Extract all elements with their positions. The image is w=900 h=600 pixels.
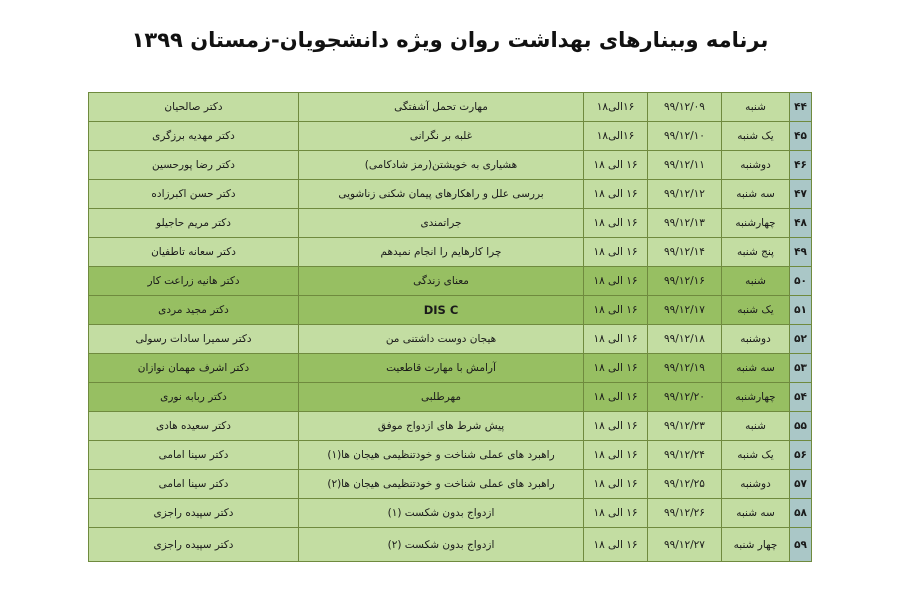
row-number: ۵۵ <box>790 412 812 441</box>
table-row <box>89 180 812 209</box>
row-number: ۴۴ <box>790 93 812 122</box>
speaker-cell: دکتر سپیده راجزی <box>89 528 299 562</box>
row-number: ۴۶ <box>790 151 812 180</box>
speaker-cell: دکتر مجید مردی <box>89 296 299 325</box>
speaker-cell: دکتر مریم حاجیلو <box>89 209 299 238</box>
time-cell: ۱۶ الی ۱۸ <box>584 412 648 441</box>
day-cell: دوشنبه <box>722 151 790 180</box>
date-cell: ۹۹/۱۲/۱۳ <box>648 209 722 238</box>
time-cell: ۱۶ الی ۱۸ <box>584 499 648 528</box>
table-row <box>89 209 812 238</box>
day-cell: سه شنبه <box>722 180 790 209</box>
topic-cell: جراتمندی <box>299 209 584 238</box>
time-cell: ۱۶ الی ۱۸ <box>584 441 648 470</box>
time-cell: ۱۶ الی ۱۸ <box>584 325 648 354</box>
table-row <box>89 499 812 528</box>
speaker-cell: دکتر سینا امامی <box>89 441 299 470</box>
day-cell: سه شنبه <box>722 499 790 528</box>
date-cell: ۹۹/۱۲/۱۷ <box>648 296 722 325</box>
speaker-cell: دکتر سمیرا سادات رسولی <box>89 325 299 354</box>
date-cell: ۹۹/۱۲/۱۲ <box>648 180 722 209</box>
date-cell: ۹۹/۱۲/۲۷ <box>648 528 722 562</box>
topic-cell: آرامش با مهارت قاطعیت <box>299 354 584 383</box>
table-row <box>89 383 812 412</box>
time-cell: ۱۶ الی ۱۸ <box>584 180 648 209</box>
webinar-schedule-table <box>88 92 812 562</box>
date-cell: ۹۹/۱۲/۱۸ <box>648 325 722 354</box>
page-title: برنامه وبینارهای بهداشت روان ویژه دانشجویان-زمستان ۱۳۹۹ <box>131 28 769 52</box>
time-cell: ۱۶الی۱۸ <box>584 93 648 122</box>
row-number: ۵۲ <box>790 325 812 354</box>
day-cell: دوشنبه <box>722 470 790 499</box>
table-row <box>89 151 812 180</box>
date-cell: ۹۹/۱۲/۱۶ <box>648 267 722 296</box>
topic-cell: مهارت تحمل آشفتگی <box>299 93 584 122</box>
table-row <box>89 528 812 562</box>
time-cell: ۱۶ الی ۱۸ <box>584 296 648 325</box>
date-cell: ۹۹/۱۲/۱۴ <box>648 238 722 267</box>
day-cell: دوشنبه <box>722 325 790 354</box>
day-cell: یک شنبه <box>722 122 790 151</box>
row-number: ۴۸ <box>790 209 812 238</box>
row-number: ۴۵ <box>790 122 812 151</box>
date-cell: ۹۹/۱۲/۱۰ <box>648 122 722 151</box>
table-row <box>89 441 812 470</box>
topic-cell: DIS C <box>299 296 584 325</box>
time-cell: ۱۶ الی ۱۸ <box>584 267 648 296</box>
topic-cell: راهبرد های عملی شناخت و خودتنظیمی هیجان ها(۲) <box>299 470 584 499</box>
date-cell: ۹۹/۱۲/۲۴ <box>648 441 722 470</box>
day-cell: چهارشنبه <box>722 383 790 412</box>
table-row <box>89 325 812 354</box>
row-number: ۴۷ <box>790 180 812 209</box>
speaker-cell: دکتر اشرف مهمان نوازان <box>89 354 299 383</box>
topic-cell: مهرطلبی <box>299 383 584 412</box>
topic-cell: بررسی علل و راهکارهای پیمان شکنی زناشویی <box>299 180 584 209</box>
time-cell: ۱۶ الی ۱۸ <box>584 209 648 238</box>
date-cell: ۹۹/۱۲/۱۹ <box>648 354 722 383</box>
topic-cell: هشیاری به خویشتن(رمز شادکامی) <box>299 151 584 180</box>
row-number: ۵۰ <box>790 267 812 296</box>
table-row <box>89 296 812 325</box>
table-row <box>89 267 812 296</box>
row-number: ۴۹ <box>790 238 812 267</box>
time-cell: ۱۶الی۱۸ <box>584 122 648 151</box>
topic-cell: چرا کارهایم را انجام نمیدهم <box>299 238 584 267</box>
day-cell: چهارشنبه <box>722 209 790 238</box>
day-cell: یک شنبه <box>722 441 790 470</box>
topic-cell: غلبه بر نگرانی <box>299 122 584 151</box>
table-row <box>89 470 812 499</box>
topic-cell: ازدواج بدون شکست (۲) <box>299 528 584 562</box>
time-cell: ۱۶ الی ۱۸ <box>584 238 648 267</box>
day-cell: شنبه <box>722 267 790 296</box>
time-cell: ۱۶ الی ۱۸ <box>584 383 648 412</box>
speaker-cell: دکتر سینا امامی <box>89 470 299 499</box>
day-cell: شنبه <box>722 412 790 441</box>
time-cell: ۱۶ الی ۱۸ <box>584 151 648 180</box>
row-number: ۵۷ <box>790 470 812 499</box>
day-cell: چهار شنبه <box>722 528 790 562</box>
day-cell: سه شنبه <box>722 354 790 383</box>
table-row <box>89 354 812 383</box>
date-cell: ۹۹/۱۲/۲۶ <box>648 499 722 528</box>
date-cell: ۹۹/۱۲/۲۵ <box>648 470 722 499</box>
date-cell: ۹۹/۱۲/۲۳ <box>648 412 722 441</box>
time-cell: ۱۶ الی ۱۸ <box>584 528 648 562</box>
row-number: ۵۸ <box>790 499 812 528</box>
speaker-cell: دکتر سعانه تاطفیان <box>89 238 299 267</box>
row-number: ۵۱ <box>790 296 812 325</box>
day-cell: یک شنبه <box>722 296 790 325</box>
speaker-cell: دکتر رضا پورحسین <box>89 151 299 180</box>
speaker-cell: دکتر حسن اکبرزاده <box>89 180 299 209</box>
date-cell: ۹۹/۱۲/۰۹ <box>648 93 722 122</box>
day-cell: شنبه <box>722 93 790 122</box>
speaker-cell: دکتر هانیه زراعت کار <box>89 267 299 296</box>
topic-cell: ازدواج بدون شکست (۱) <box>299 499 584 528</box>
topic-cell: هیجان دوست داشتنی من <box>299 325 584 354</box>
speaker-cell: دکتر صالحیان <box>89 93 299 122</box>
time-cell: ۱۶ الی ۱۸ <box>584 354 648 383</box>
table-row <box>89 122 812 151</box>
row-number: ۵۶ <box>790 441 812 470</box>
topic-cell: پیش شرط های ازدواج موفق <box>299 412 584 441</box>
table-row <box>89 412 812 441</box>
topic-cell: راهبرد های عملی شناخت و خودتنظیمی هیجان ها(۱) <box>299 441 584 470</box>
table-row <box>89 238 812 267</box>
speaker-cell: دکتر سعیده هادی <box>89 412 299 441</box>
row-number: ۵۴ <box>790 383 812 412</box>
time-cell: ۱۶ الی ۱۸ <box>584 470 648 499</box>
row-number: ۵۳ <box>790 354 812 383</box>
speaker-cell: دکتر ربابه نوری <box>89 383 299 412</box>
speaker-cell: دکتر مهدیه برزگری <box>89 122 299 151</box>
date-cell: ۹۹/۱۲/۱۱ <box>648 151 722 180</box>
date-cell: ۹۹/۱۲/۲۰ <box>648 383 722 412</box>
row-number: ۵۹ <box>790 528 812 562</box>
day-cell: پنج شنبه <box>722 238 790 267</box>
topic-cell: معنای زندگی <box>299 267 584 296</box>
speaker-cell: دکتر سپیده راجزی <box>89 499 299 528</box>
table-row <box>89 93 812 122</box>
